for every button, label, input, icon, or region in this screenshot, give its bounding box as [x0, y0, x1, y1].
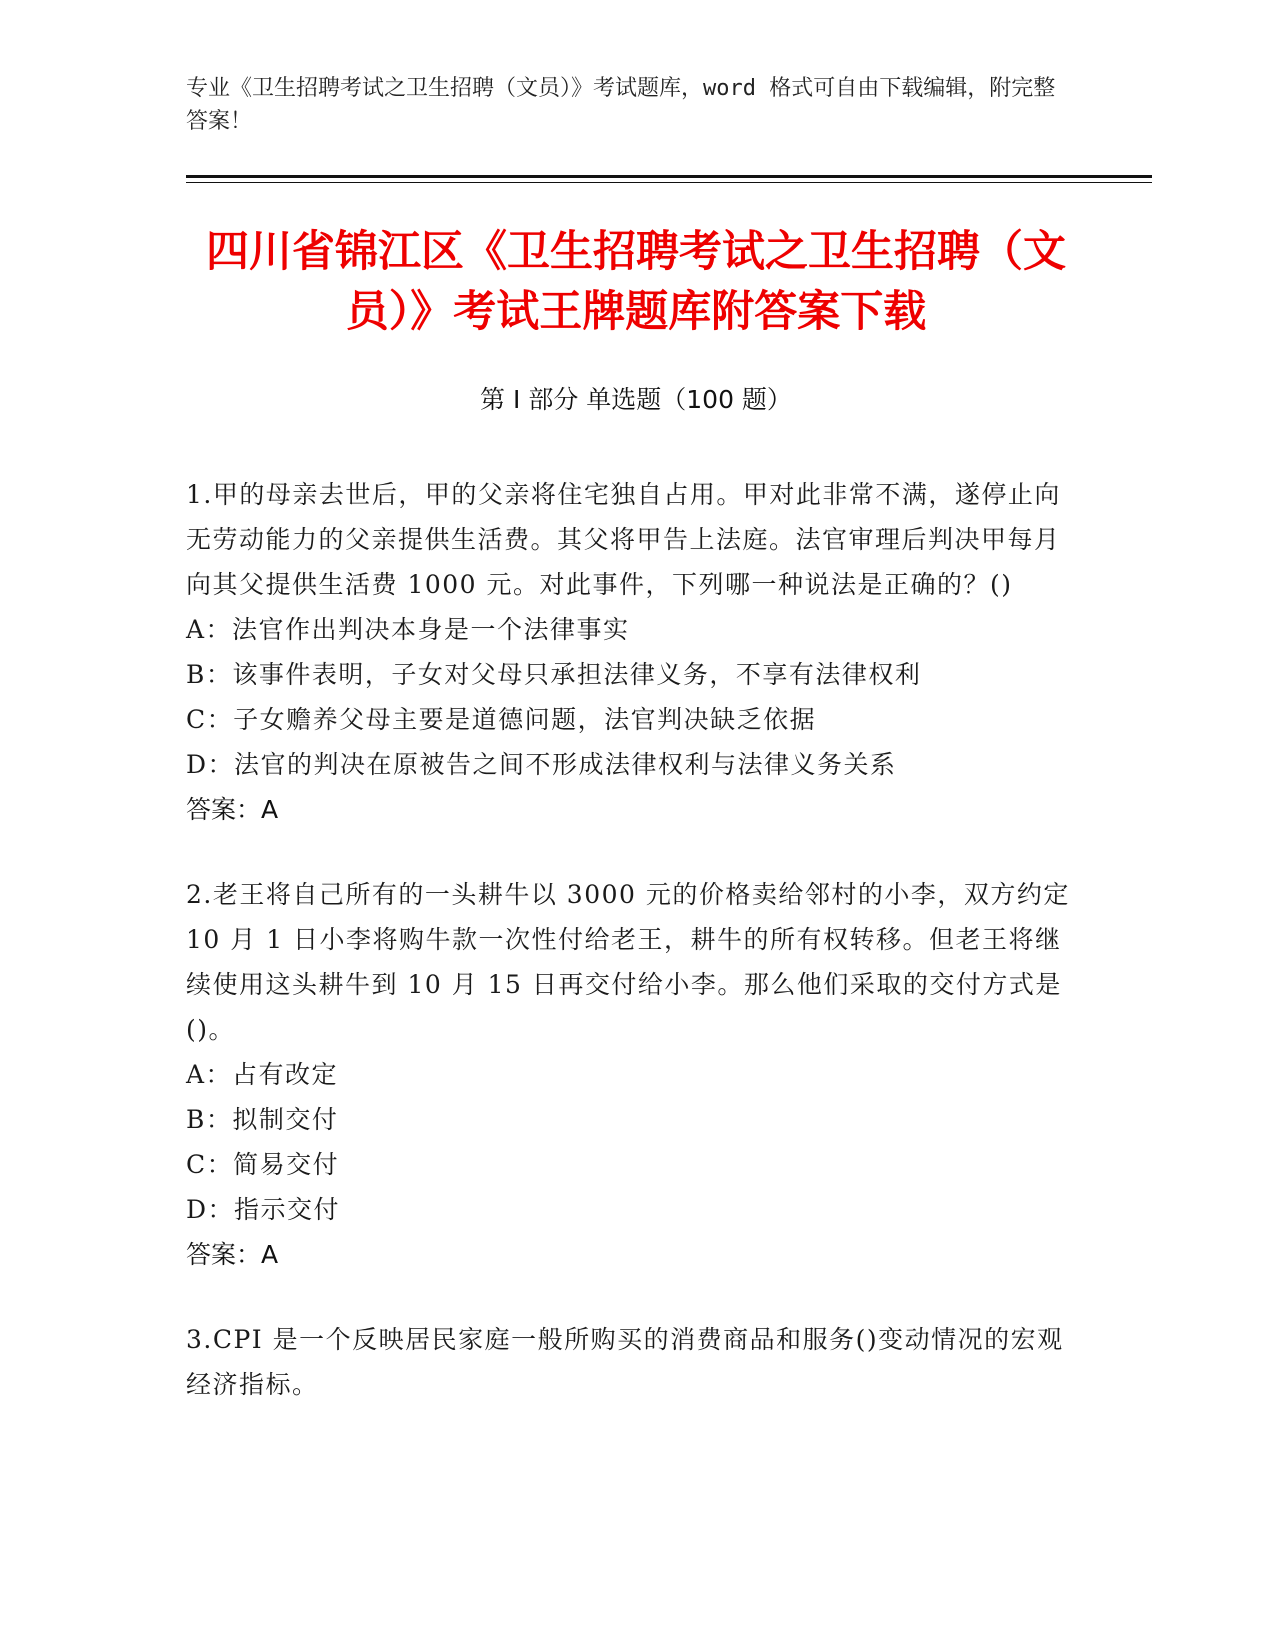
option-b: B：该事件表明，子女对父母只承担法律义务，不享有法律权利: [186, 660, 922, 689]
question-stem: 2.老王将自己所有的一头耕牛以 3000 元的价格卖给邻村的小李，双方约定 10 月 1 日小李将购牛款一次性付给老王，耕牛的所有权转移。但老王将继续使用这头耕牛到 10 月 15 日再交付给小李。那么他们采取的交付方式是()。: [186, 880, 1070, 1044]
answer-line: 答案：A: [186, 795, 279, 824]
option-c: C：子女赡养父母主要是道德问题，法官判决缺乏依据: [186, 705, 817, 734]
option-c: C：简易交付: [186, 1150, 340, 1179]
header-divider-thin: [186, 182, 1152, 183]
question-stem: 3.CPI 是一个反映居民家庭一般所购买的消费商品和服务()变动情况的宏观经济指标。: [186, 1325, 1064, 1399]
question-3: [186, 1317, 1076, 1407]
option-d: D：指示交付: [186, 1195, 341, 1224]
question-list: [186, 472, 1076, 1447]
question-1: [186, 472, 1076, 832]
option-d: D：法官的判决在原被告之间不形成法律权利与法律义务关系: [186, 750, 897, 779]
option-a: A：法官作出判决本身是一个法律事实: [186, 615, 630, 644]
header-divider: [186, 175, 1152, 178]
section-title: 第 I 部分 单选题（100 题）: [480, 385, 792, 414]
answer-line: 答案：A: [186, 1240, 279, 1269]
option-a: A：占有改定: [186, 1060, 339, 1089]
question-2: [186, 872, 1076, 1277]
header-note: 专业《卫生招聘考试之卫生招聘（文员）》考试题库，word 格式可自由下载编辑，附完整答案！: [186, 76, 1056, 134]
question-stem: 1.甲的母亲去世后，甲的父亲将住宅独自占用。甲对此非常不满，遂停止向无劳动能力的父亲提供生活费。其父将甲告上法庭。法官审理后判决甲每月向其父提供生活费 1000 元。对此事件，下列哪一种说法是正确的？(): [186, 480, 1061, 599]
option-b: B：拟制交付: [186, 1105, 339, 1134]
document-title: 四川省锦江区《卫生招聘考试之卫生招聘（文员）》考试王牌题库附答案下载: [206, 227, 1066, 337]
